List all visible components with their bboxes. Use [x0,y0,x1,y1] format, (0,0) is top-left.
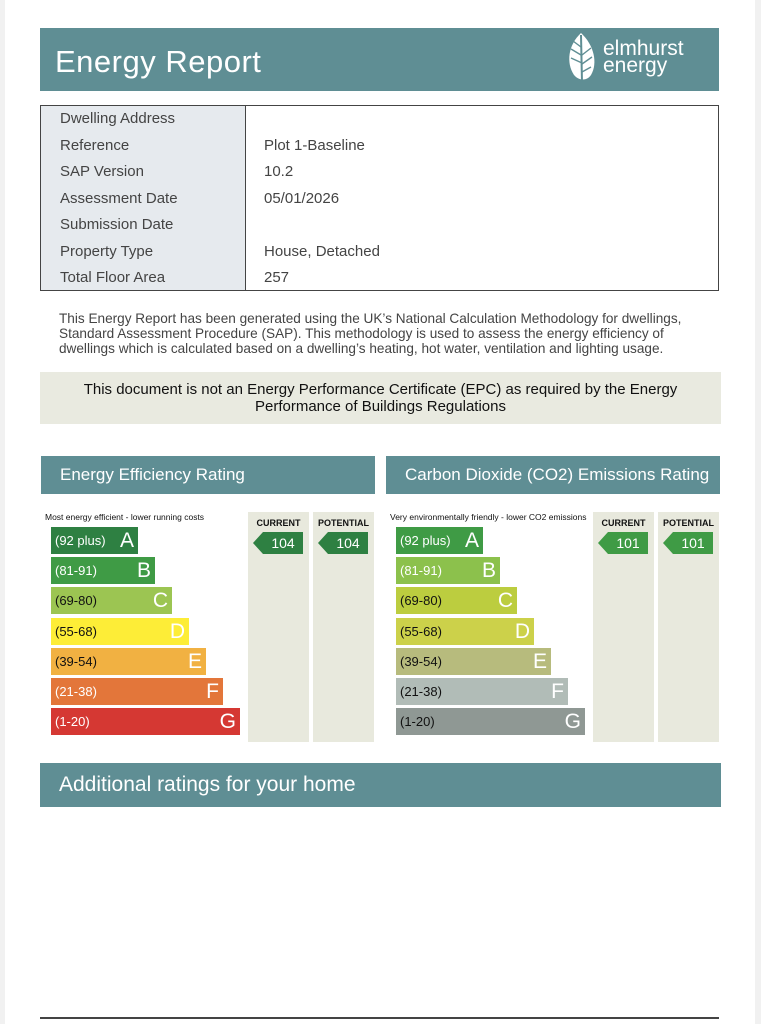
info-value: Plot 1-Baseline [264,136,365,154]
rating-band-a [51,527,138,554]
potential-column-label: POTENTIAL [318,518,369,528]
current-rating-value: 104 [271,535,295,551]
info-value: 10.2 [264,163,294,180]
band-range: (55-68) [400,623,442,639]
potential-column [658,512,719,742]
band-letter: C [497,589,513,613]
info-label: Assessment Date [60,189,178,207]
chart-caption: Most energy efficient - lower running costs [45,512,205,522]
rating-band-d [51,618,189,645]
info-label: Dwelling Address [60,110,176,127]
band-range: (69-80) [55,593,97,609]
band-letter: D [514,619,530,643]
band-range: (39-54) [400,653,442,669]
band-range: (39-54) [55,653,97,669]
report-header [40,28,719,91]
band-range: (55-68) [55,623,97,639]
info-label: SAP Version [60,163,144,180]
potential-rating-value: 101 [681,535,705,551]
band-range: (81-91) [55,563,97,579]
chart-caption: Very environmentally friendly - lower CO2 emissions [390,512,587,522]
band-range: (92 plus) [55,533,106,548]
band-range: (21-38) [400,684,442,699]
band-letter: E [187,649,202,673]
band-letter: B [481,559,496,583]
additional-ratings-header: Additional ratings for your home [40,763,721,807]
energy-efficiency-chart [41,510,375,742]
page-title: Energy Report [55,44,262,79]
current-column [248,512,309,742]
property-info-table [40,105,719,291]
rating-band-a [396,527,483,554]
band-letter: B [136,559,151,583]
band-letter: C [152,589,168,613]
leaf-icon [565,31,599,85]
band-range: (1-20) [400,714,435,730]
current-column-label: CURRENT [601,518,646,528]
potential-rating-value: 104 [336,535,360,551]
current-column [593,512,654,742]
rating-band-c [396,587,517,614]
report-page [5,0,755,1024]
band-letter: G [564,710,581,734]
rating-band-b [51,557,155,584]
info-value: 05/01/2026 [264,189,340,207]
band-range: (92 plus) [400,533,451,548]
rating-band-c [51,587,172,614]
info-label: Submission Date [60,216,174,233]
intro-paragraph: This Energy Report has been generated using the UK’s National Calculation Methodology for dwellings, Standard Assessment Procedure (SAP). This methodology is used to assess the energy efficiency of dwellings which is calculated based on a dwelling’s heating, hot water, ventilation and lighting usage. [59,311,682,356]
band-letter: E [532,649,547,673]
band-letter: F [206,680,219,703]
band-range: (69-80) [400,593,442,609]
band-range: (1-20) [55,714,90,730]
elmhurst-logo [565,31,715,87]
band-letter: A [119,529,134,552]
info-label: Property Type [60,242,154,260]
logo-text [603,37,684,77]
energy-efficiency-header: Energy Efficiency Rating [41,456,375,494]
rating-band-g [51,708,240,735]
potential-column-label: POTENTIAL [663,518,714,528]
co2-emissions-chart [386,510,720,742]
band-letter: D [169,619,185,643]
co2-emissions-header: Carbon Dioxide (CO2) Emissions Rating [386,456,720,494]
potential-column [313,512,374,742]
band-range: (21-38) [55,684,97,699]
logo-line-1: elmhurst [603,37,684,60]
rating-band-f [51,678,223,705]
rating-band-b [396,557,500,584]
rating-band-e [51,648,206,675]
rating-band-f [396,678,568,705]
info-value: House, Detached [264,242,380,260]
current-rating-value: 101 [616,535,640,551]
rating-band-d [396,618,534,645]
band-letter: A [464,529,479,552]
info-value: 257 [264,269,290,286]
logo-line-2: energy [603,54,668,77]
rating-band-e [396,648,551,675]
band-range: (81-91) [400,563,442,579]
band-letter: G [219,710,236,734]
current-column-label: CURRENT [256,518,301,528]
epc-notice: This document is not an Energy Performance Certificate (EPC) as required by the Energy Performance of Buildings Regulations [40,372,721,424]
info-label: Total Floor Area [60,269,166,286]
rating-band-g [396,708,585,735]
band-letter: F [551,680,564,703]
footer-divider [40,1017,719,1019]
info-label: Reference [60,136,130,154]
